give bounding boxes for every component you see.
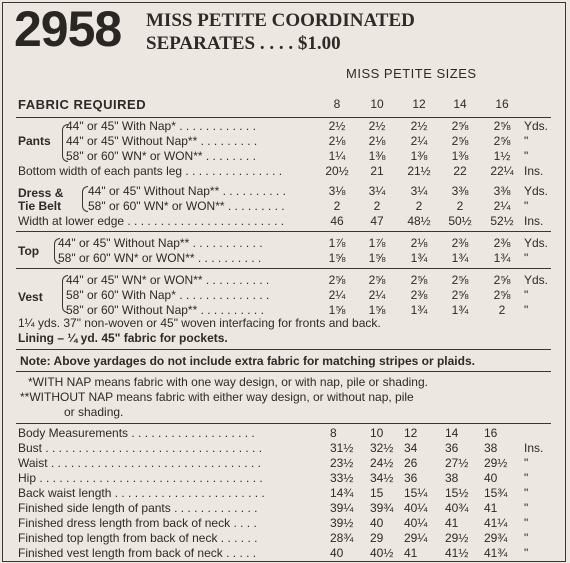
size-col: 12 <box>404 426 418 440</box>
yardage-value: 1⅞ <box>328 236 346 250</box>
yardage-label: 44" or 45" Without Nap** . . . . . . . . . . . <box>58 236 263 250</box>
yardage-value: 1¾ <box>493 251 511 265</box>
size-col: 8 <box>330 426 337 440</box>
size-col: 16 <box>484 426 498 440</box>
yardage-label: Bottom width of each pants leg . . . . . . . . . . . . . . . <box>18 164 283 178</box>
pattern-title-line-2: SEPARATES . . . . $1.00 <box>146 33 341 54</box>
brace <box>82 186 88 212</box>
measurement-value: 41 <box>484 501 498 515</box>
yardage-label: 58" or 60" With Nap* . . . . . . . . . . . . . . <box>66 288 270 302</box>
yardage-value: 2½ <box>410 119 428 133</box>
yardage-value: 2⅝ <box>410 273 428 287</box>
yardage-value: 2½ <box>328 119 346 133</box>
measurement-value: 29¾ <box>484 531 508 545</box>
measurement-value: 14¾ <box>330 486 354 500</box>
measurement-label: Hip . . . . . . . . . . . . . . . . . . . . . . . . . . . . . . . . . . <box>18 471 263 485</box>
yardage-value: 3¼ <box>410 184 428 198</box>
sizes-heading: MISS PETITE SIZES <box>346 66 477 81</box>
measurement-value: 34½ <box>370 471 394 485</box>
yardage-value: 1⅝ <box>328 251 346 265</box>
with-nap-definition: *WITH NAP means fabric with one way design, or with nap, pile or shading. <box>28 375 428 389</box>
measurement-value: 15½ <box>445 486 469 500</box>
yardage-value: 3⅜ <box>493 184 511 198</box>
unit-label: " <box>524 199 529 213</box>
yardage-label: 44" or 45" With Nap* . . . . . . . . . . . . <box>66 119 256 133</box>
measurement-value: 29 <box>370 531 384 545</box>
measurement-value: 40¾ <box>445 501 469 515</box>
body-measurement-row <box>0 441 570 455</box>
body-measurement-row <box>0 486 570 500</box>
yardage-value: 2¼ <box>328 288 346 302</box>
measurement-value: 40 <box>370 516 384 530</box>
yardage-row <box>0 164 570 178</box>
yardage-value: 3¼ <box>368 184 386 198</box>
unit-label: " <box>524 531 529 545</box>
divider <box>16 349 551 350</box>
yardage-row <box>0 303 570 317</box>
yardage-row <box>0 251 570 265</box>
measurement-value: 38 <box>484 441 498 455</box>
yardage-value: 21 <box>370 164 384 178</box>
group-label-top: Top <box>18 244 40 258</box>
divider <box>16 231 551 232</box>
yardage-value: 1¾ <box>451 303 469 317</box>
size-col: 10 <box>370 97 384 111</box>
yardage-value: 2⅛ <box>410 236 428 250</box>
yardage-value: 1¾ <box>410 251 428 265</box>
yardage-row <box>0 236 570 250</box>
yardage-value: 1¾ <box>410 303 428 317</box>
measurement-value: 29¼ <box>404 531 428 545</box>
measurement-value: 23½ <box>330 456 354 470</box>
group-label-tie-belt: Tie Belt <box>18 199 62 213</box>
size-col: 14 <box>445 426 459 440</box>
lining-note: Lining – ¼ yd. 45" fabric for pockets. <box>18 331 228 345</box>
yardage-value: 2¼ <box>410 134 428 148</box>
yardage-row <box>0 149 570 163</box>
yardage-value: 2 <box>415 199 423 213</box>
yardage-label: 44" or 45" Without Nap** . . . . . . . . . . <box>88 184 286 198</box>
measurement-value: 15 <box>370 486 384 500</box>
measurement-value: 39½ <box>330 516 354 530</box>
yardage-value: 2⅝ <box>451 119 469 133</box>
measurement-value: 27½ <box>445 456 469 470</box>
yardage-value: 52½ <box>490 214 514 228</box>
yardage-value: 1⅞ <box>368 236 386 250</box>
yardage-value: 2⅝ <box>493 273 511 287</box>
measurement-value: 40¼ <box>404 516 428 530</box>
body-measurements-header <box>0 426 570 440</box>
measurement-value: 41 <box>445 516 459 530</box>
yardage-value: 1⅜ <box>410 149 428 163</box>
yardage-value: 46 <box>330 214 344 228</box>
yardage-value: 2⅝ <box>451 288 469 302</box>
pattern-number: 2958 <box>14 1 122 57</box>
unit-label: Ins. <box>524 214 544 228</box>
yardage-value: 2⅜ <box>451 236 469 250</box>
divider <box>16 371 551 372</box>
divider <box>16 117 551 118</box>
measurement-value: 15¼ <box>404 486 428 500</box>
measurement-value: 29½ <box>445 531 469 545</box>
yardage-note: Note: Above yardages do not include extra fabric for matching stripes or plaids. <box>20 354 475 368</box>
measurement-value: 26 <box>404 456 418 470</box>
yardage-row <box>0 119 570 133</box>
yardage-value: 21½ <box>407 164 431 178</box>
yardage-value: 2⅝ <box>328 273 346 287</box>
unit-label: " <box>524 516 529 530</box>
yardage-value: 2⅝ <box>493 288 511 302</box>
brace <box>54 238 60 264</box>
brace <box>62 275 68 313</box>
measurement-label: Finished side length of pants . . . . . . . . . . . . . <box>18 501 258 515</box>
yardage-row <box>0 214 570 228</box>
unit-label: Ins. <box>524 164 544 178</box>
yardage-value: 2 <box>373 199 381 213</box>
unit-label: " <box>524 288 529 302</box>
yardage-value: 2 <box>333 199 341 213</box>
yardage-value: 1¼ <box>328 149 346 163</box>
yardage-value: 47 <box>370 214 384 228</box>
interfacing-note: 1¼ yds. 37" non-woven or 45" woven interfacing for fronts and back. <box>18 316 381 330</box>
measurement-value: 38 <box>445 471 459 485</box>
yardage-value: 1¾ <box>451 251 469 265</box>
measurement-value: 41¼ <box>484 516 508 530</box>
unit-label: Ins. <box>524 441 544 455</box>
measurement-value: 41 <box>404 546 418 560</box>
yardage-value: 2 <box>456 199 464 213</box>
unit-label: Yds. <box>524 119 549 133</box>
body-measurement-row <box>0 471 570 485</box>
unit-label: " <box>524 501 529 515</box>
measurement-value: 41½ <box>445 546 469 560</box>
size-col: 12 <box>412 97 426 111</box>
yardage-row <box>0 134 570 148</box>
yardage-value: 2⅛ <box>328 134 346 148</box>
yardage-value: 2½ <box>368 119 386 133</box>
yardage-value: 1⅝ <box>328 303 346 317</box>
measurement-value: 28¾ <box>330 531 354 545</box>
unit-label: " <box>524 251 529 265</box>
group-label-dress: Dress & <box>18 186 64 200</box>
yardage-label: Width at lower edge . . . . . . . . . . . . . . . . . . . . . . . . <box>18 214 285 228</box>
body-measurement-row <box>0 501 570 515</box>
body-measurements-label: Body Measurements . . . . . . . . . . . . . . . . . . . <box>18 426 255 440</box>
yardage-value: 1⅝ <box>368 303 386 317</box>
yardage-label: 58" or 60" Without Nap** . . . . . . . . . . <box>66 303 264 317</box>
yardage-value: 22¼ <box>490 164 514 178</box>
measurement-value: 40 <box>330 546 344 560</box>
unit-label: " <box>524 134 529 148</box>
measurement-value: 24½ <box>370 456 394 470</box>
yardage-value: 1⅜ <box>368 149 386 163</box>
yardage-value: 3⅛ <box>328 184 346 198</box>
yardage-value: 2⅝ <box>451 273 469 287</box>
yardage-label: 58" or 60" WN* or WON** . . . . . . . . . <box>88 199 285 213</box>
unit-label: " <box>524 303 529 317</box>
yardage-value: 50½ <box>448 214 472 228</box>
measurement-value: 15¾ <box>484 486 508 500</box>
yardage-value: 2⅝ <box>451 134 469 148</box>
measurement-label: Bust . . . . . . . . . . . . . . . . . . . . . . . . . . . . . . . . . <box>18 441 263 455</box>
yardage-value: 2⅝ <box>493 134 511 148</box>
yardage-value: 2⅜ <box>410 288 428 302</box>
measurement-value: 32½ <box>370 441 394 455</box>
body-measurement-row <box>0 546 570 560</box>
measurement-value: 39¾ <box>370 501 394 515</box>
measurement-value: 39¼ <box>330 501 354 515</box>
without-nap-definition: **WITHOUT NAP means fabric with either way design, or without nap, pile <box>20 390 414 404</box>
yardage-value: 1⅝ <box>368 251 386 265</box>
yardage-label: 58" or 60" WN* or WON** . . . . . . . . <box>66 149 256 163</box>
measurement-value: 29½ <box>484 456 508 470</box>
measurement-label: Finished vest length from back of neck . . . . . <box>18 546 257 560</box>
yardage-value: 20½ <box>325 164 349 178</box>
group-label-pants: Pants <box>18 134 51 148</box>
yardage-row <box>0 273 570 287</box>
measurement-value: 34 <box>404 441 418 455</box>
measurement-value: 41¾ <box>484 546 508 560</box>
body-measurement-row <box>0 531 570 545</box>
yardage-label: 58" or 60" WN* or WON** . . . . . . . . . . <box>58 251 262 265</box>
yardage-value: 2¼ <box>368 288 386 302</box>
measurement-label: Back waist length . . . . . . . . . . . . . . . . . . . . . . . <box>18 486 265 500</box>
unit-label: " <box>524 456 529 470</box>
measurement-label: Finished dress length from back of neck . . . . <box>18 516 257 530</box>
size-col: 10 <box>370 426 384 440</box>
yardage-value: 2⅝ <box>368 273 386 287</box>
unit-label: " <box>524 546 529 560</box>
yardage-row <box>0 288 570 302</box>
measurement-value: 40 <box>484 471 498 485</box>
yardage-value: 2⅜ <box>493 236 511 250</box>
fabric-required-heading: FABRIC REQUIRED <box>18 97 147 112</box>
yardage-value: 2¼ <box>493 199 511 213</box>
measurement-value: 33½ <box>330 471 354 485</box>
measurement-value: 40¼ <box>404 501 428 515</box>
unit-label: " <box>524 471 529 485</box>
unit-label: Yds. <box>524 273 549 287</box>
yardage-value: 1⅜ <box>451 149 469 163</box>
yardage-value: 22 <box>453 164 467 178</box>
yardage-label: 44" or 45" WN* or WON** . . . . . . . . . . <box>66 273 270 287</box>
measurement-value: 31½ <box>330 441 354 455</box>
yardage-value: 48½ <box>407 214 431 228</box>
divider <box>16 423 551 424</box>
size-header-row <box>0 97 570 111</box>
measurement-value: 36 <box>404 471 418 485</box>
measurement-value: 40½ <box>370 546 394 560</box>
body-measurement-row <box>0 516 570 530</box>
size-col: 14 <box>453 97 467 111</box>
yardage-value: 2⅛ <box>368 134 386 148</box>
yardage-value: 1½ <box>493 149 511 163</box>
size-col: 16 <box>495 97 509 111</box>
yardage-value: 2⅝ <box>493 119 511 133</box>
measurement-label: Waist . . . . . . . . . . . . . . . . . . . . . . . . . . . . . . . . <box>18 456 261 470</box>
divider <box>16 268 551 269</box>
unit-label: Yds. <box>524 236 549 250</box>
yardage-value: 3⅜ <box>451 184 469 198</box>
yardage-label: 44" or 45" Without Nap** . . . . . . . . . <box>66 134 258 148</box>
body-measurement-row <box>0 456 570 470</box>
yardage-value: 2 <box>498 303 506 317</box>
group-label-vest: Vest <box>18 290 43 304</box>
pattern-title-line-1: MISS PETITE COORDINATED <box>146 10 415 31</box>
without-nap-definition-cont: or shading. <box>64 405 124 419</box>
size-col: 8 <box>333 97 341 111</box>
measurement-label: Finished top length from back of neck . . . . . . <box>18 531 258 545</box>
unit-label: " <box>524 486 529 500</box>
measurement-value: 36 <box>445 441 459 455</box>
unit-label: " <box>524 149 529 163</box>
unit-label: Yds. <box>524 184 549 198</box>
